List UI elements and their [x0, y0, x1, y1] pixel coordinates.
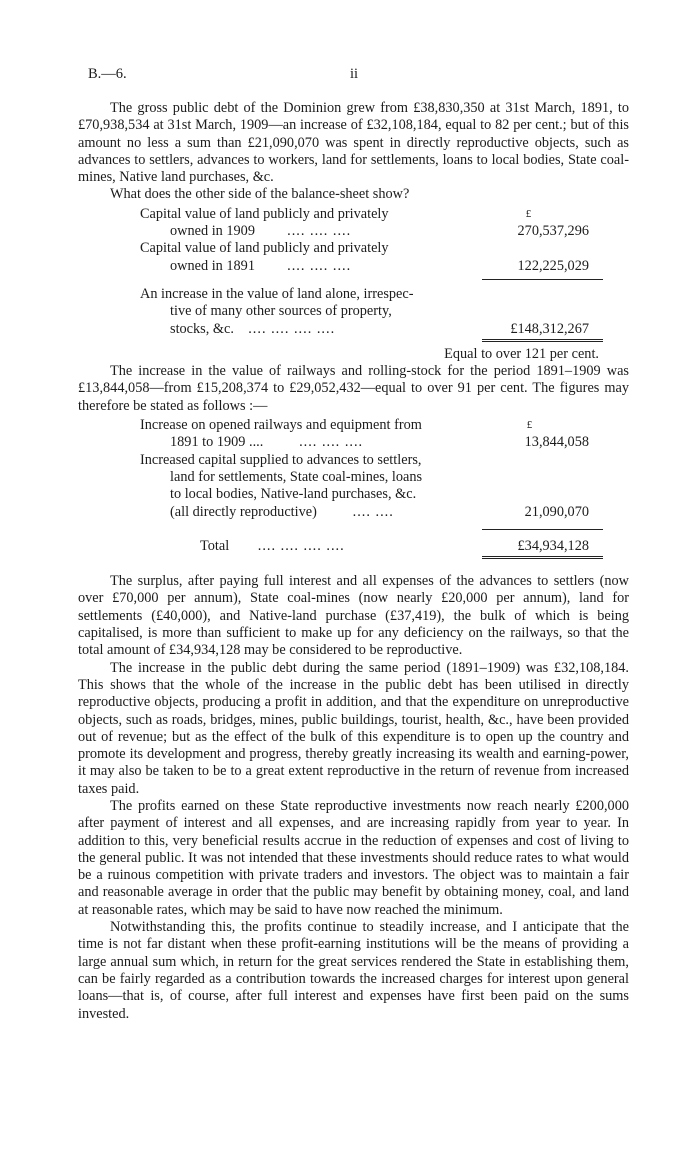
row-value: £148,312,267	[510, 320, 589, 337]
paragraph-notwithstanding: Notwithstanding this, the profits continue to steadily increase, and I anticipate that the time is not far distant when these profit-earning institutions will be the means of providing a large annual sum which, in return for the great services rendered the State in establishing them, can be fairly regarded as a contribution towards the increased charges for interest upon general loans—that is, of course, after full interest and expenses have first been paid on the sums invested.	[78, 919, 629, 1022]
total-double-rule	[482, 339, 603, 342]
balance-sheet-question: What does the other side of the balance-sheet show?	[110, 186, 410, 203]
document-reference: B.—6.	[88, 66, 127, 82]
subtotal-rule	[482, 279, 603, 280]
total-double-rule	[482, 556, 603, 559]
row-label: Increase on opened railways and equipment from 1891 to 1909 .... .... .... ....	[140, 417, 422, 451]
percentage-note: Equal to over 121 per cent.	[444, 345, 599, 362]
paragraph-railways: The increase in the value of railways and rolling-stock for the period 1891–1909 was £13,844,058—from £15,208,374 to £29,052,432—equal to over 91 per cent. The figures may therefore be stated as follows :—	[78, 363, 629, 414]
paragraph-public-debt: The gross public debt of the Dominion grew from £38,830,350 at 31st March, 1891, to £70,938,534 at 31st March, 1909—an increase of £32,108,184, equal to 82 per cent.; but of this amount no less a sum than £21,090,070 was spent in directly reproductive objects, such as advances to settlers, advances to workers, land for settlements, loans to local bodies, State coal-mines, Native land purchases, &c.	[78, 100, 629, 186]
land-value-row-1909	[78, 206, 629, 241]
railway-row-2	[78, 452, 629, 521]
row-value: £ 13,844,058	[470, 417, 629, 452]
row-label: Capital value of land publicly and privately owned in 1909 .... .... ....	[140, 205, 389, 240]
currency-symbol: £	[525, 207, 532, 220]
running-header	[88, 66, 628, 84]
row-label: Capital value of land publicly and privately owned in 1891 .... .... ....	[140, 240, 389, 274]
railway-table	[78, 417, 629, 559]
railway-total-row	[78, 538, 629, 555]
railway-row-1	[78, 417, 629, 452]
currency-symbol: £	[526, 419, 533, 432]
row-value: 122,225,029	[517, 257, 589, 274]
land-value-table	[78, 206, 629, 363]
row-label: Increased capital supplied to advances to settlers, land for settlements, State coal-mines, loans to local bodies, Native-land purchases, &c. (all directly reproductive) .... ....	[140, 451, 423, 520]
paragraph-public-debt-increase: The increase in the public debt during the same period (1891–1909) was £32,108,184. This shows that the whole of the increase in the public debt has been utilised in directly reproductive objects, producing a profit in addition, and that the expenditure on unreproductive objects, such as roads, bridges, mines, public buildings, tourist, health, &c., have been provided out of revenue; but as the effect of the bulk of this expenditure is to open up the country and promote its development and progress, thereby greatly increasing its wealth and earning-power, it may also be taken to be to a great extent reproductive in the return of revenue from increased taxes paid.	[78, 659, 629, 797]
row-value: 21,090,070	[524, 503, 589, 520]
row-value: £ 270,537,296	[468, 206, 629, 241]
subtotal-rule	[482, 529, 603, 530]
land-value-row-1891	[78, 240, 629, 275]
row-label: An increase in the value of land alone, irrespec- tive of many other sources of property, stocks, &c. .... .... .... ....	[140, 285, 414, 337]
row-label: Total .... .... .... ....	[200, 537, 345, 554]
paragraph-surplus: The surplus, after paying full interest and all expenses of the advances to settlers (now over £70,000 per annum), State coal-mines (now nearly £20,000 per annum), land for settlements (£40,000), and Native-land purchase (£37,419), the bulk of which is being capitalised, is more than sufficient to make up for any deficiency on the railways, so that the total amount of £34,934,128 may be considered to be reproductive.	[78, 573, 629, 659]
paragraph-profits: The profits earned on these State reproductive investments now reach nearly £200,000 after payment of interest and all expenses, and are increasing rapidly from year to year. In addition to this, very beneficial results accrue in the reduction of expenses and cost of living to the general public. It was not intended that these investments should reduce rates to what would be a ruinous competition with private traders and investors. The object was to maintain a fair and reasonable average in order that the public may benefit by obtaining money, coal, and land at reasonable rates, which may be said to have now reached the minimum.	[78, 797, 629, 918]
page-number: ii	[350, 66, 359, 82]
document-body	[78, 100, 629, 1023]
row-value: £34,934,128	[517, 537, 589, 554]
land-increase-row	[78, 286, 629, 338]
